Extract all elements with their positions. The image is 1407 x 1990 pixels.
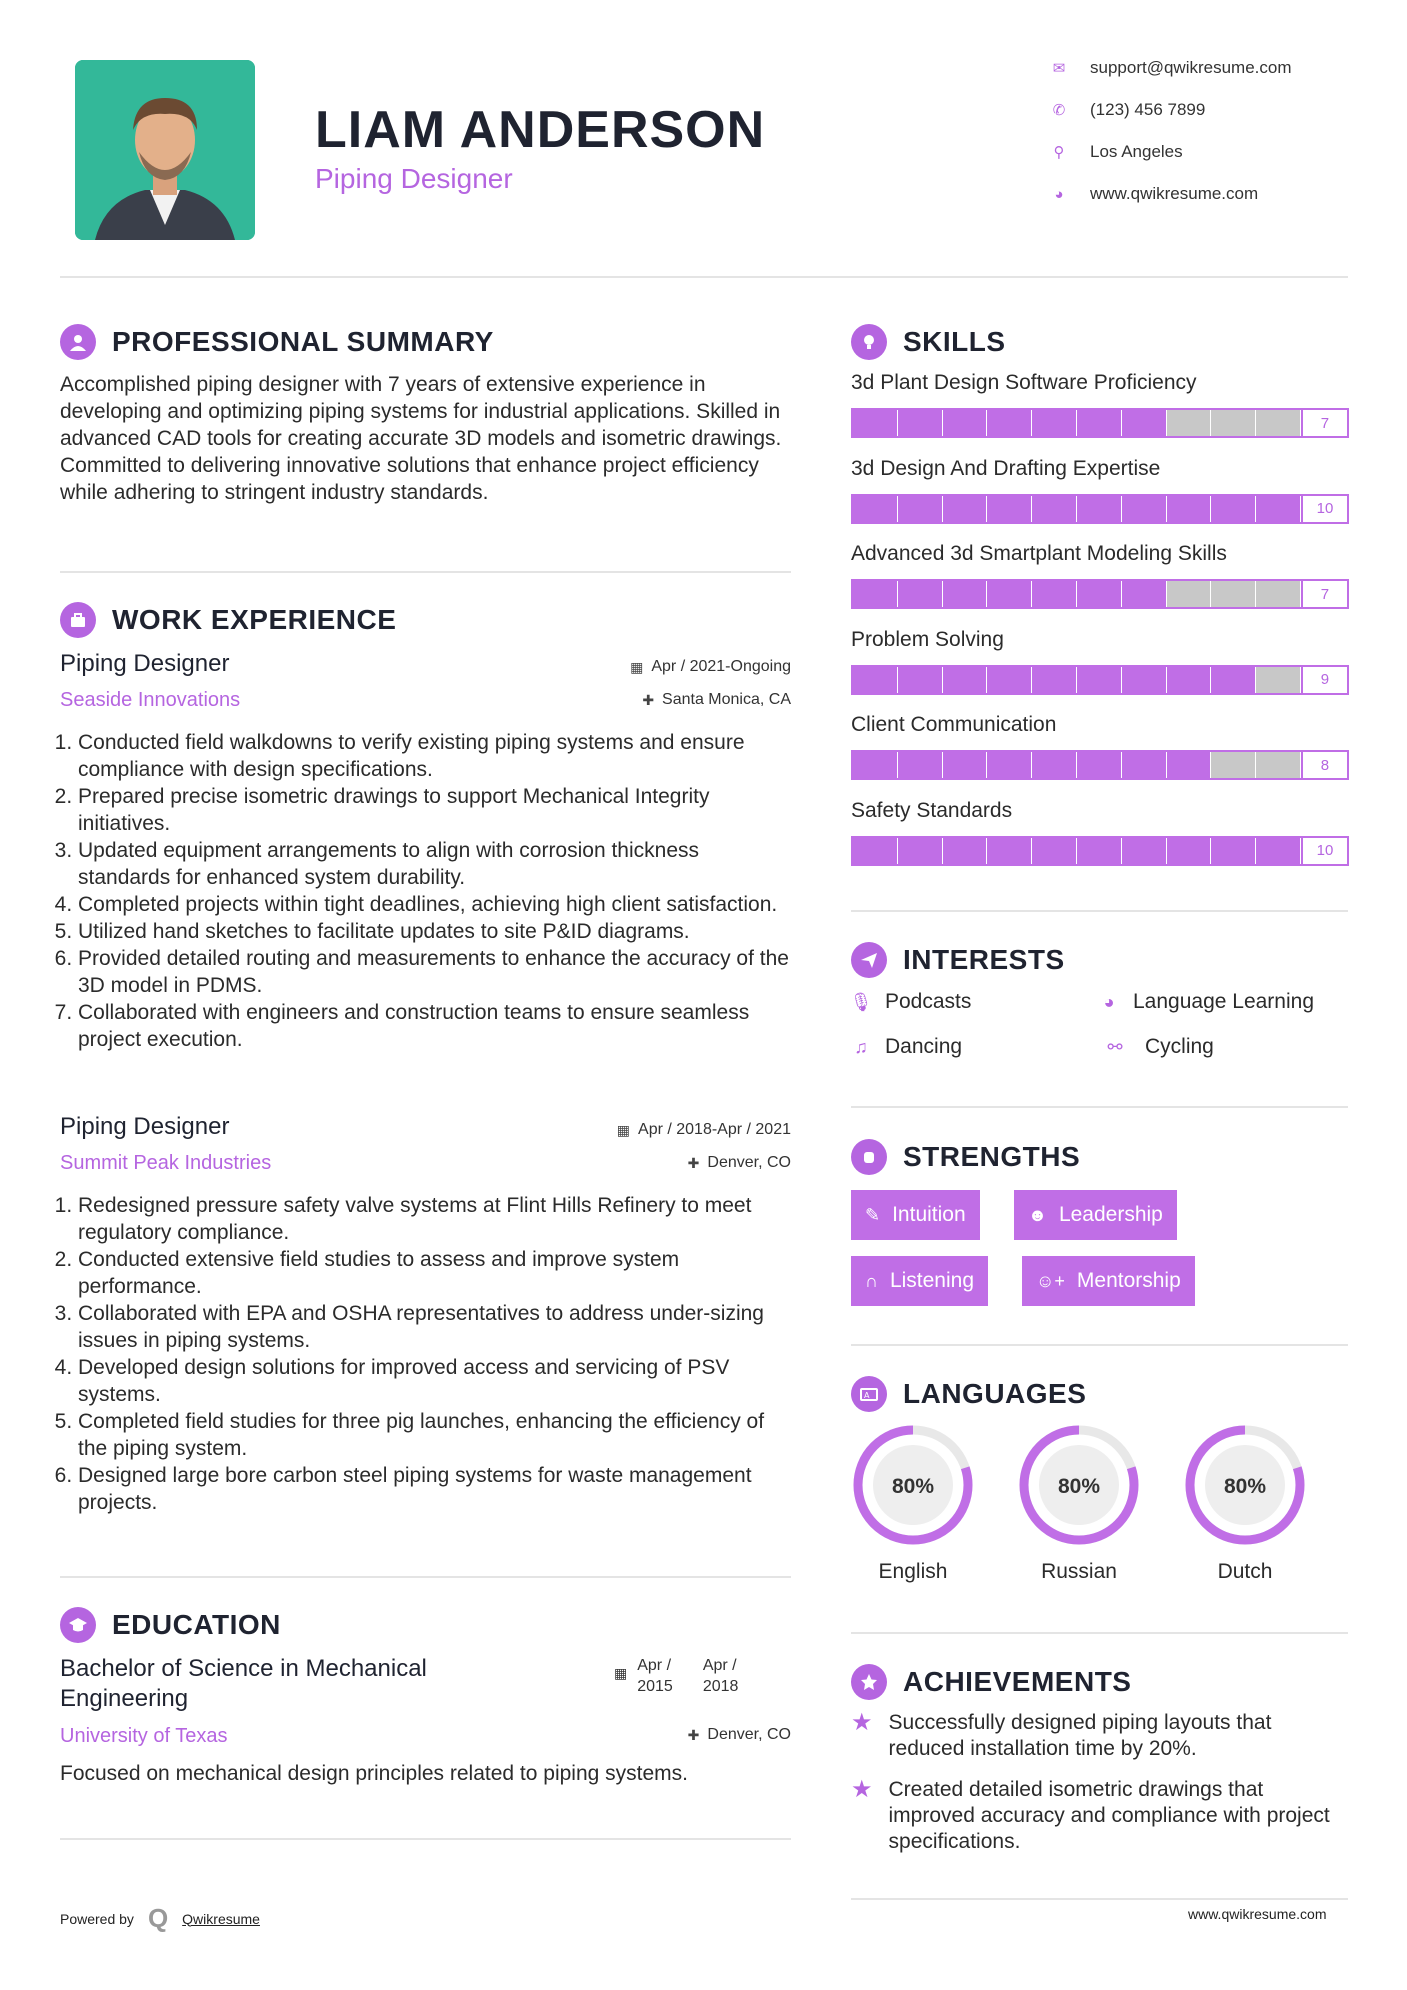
skill-bar-segment <box>1077 410 1122 436</box>
footer-powered-by: Powered by Q Qwikresume <box>60 1903 260 1933</box>
headphones-icon: ∩ <box>865 1270 878 1291</box>
job-company: Summit Peak Industries <box>60 1152 272 1174</box>
interests-heading: INTERESTS <box>851 942 1065 978</box>
star-badge-icon <box>851 1664 887 1700</box>
skill-bar-segment <box>943 581 988 607</box>
list-item: 4. Completed projects within tight deadlines, achieving high client satisfaction. <box>78 891 795 918</box>
skill-bar-segment <box>943 752 988 778</box>
skill-bar-segment <box>1211 496 1256 522</box>
skill-bar-segment <box>1077 838 1122 864</box>
phone-icon: ✆ <box>1052 102 1066 119</box>
pin-icon: ✚ <box>642 691 655 708</box>
skill-bar-segment <box>943 410 988 436</box>
skill-name: 3d Design And Drafting Expertise <box>851 456 1161 480</box>
skill-bar <box>851 750 1349 780</box>
skill-bar-segment <box>1256 838 1301 864</box>
fist-icon <box>851 1139 887 1175</box>
language-name: Russian <box>1041 1560 1117 1583</box>
skill-bar-segment <box>853 496 898 522</box>
languages-divider <box>851 1632 1348 1634</box>
skill-bar-segment <box>1167 410 1212 436</box>
education-text: Focused on mechanical design principles related to piping systems. <box>60 1762 689 1785</box>
strength-chip-mentorship: ☺+ Mentorship <box>1022 1256 1195 1306</box>
user-icon <box>60 324 96 360</box>
job-company: Seaside Innovations <box>60 689 241 711</box>
achievement-item: ★ Created detailed isometric drawings that improved accuracy and compliance with project specifications. <box>851 1776 1330 1853</box>
microphone-icon: 🎙︎ <box>849 991 873 1012</box>
skill-bar-segment <box>853 838 898 864</box>
footer-site-link[interactable]: www.qwikresume.com <box>1188 1906 1327 1922</box>
skill-level: 8 <box>1301 750 1349 780</box>
location-icon: ⚲ <box>1053 144 1065 161</box>
skill-bar-segment <box>1122 667 1167 693</box>
strength-chip-intuition: ✎ Intuition <box>851 1190 980 1240</box>
skill-bar-segment <box>1256 667 1301 693</box>
skill-bar <box>851 665 1349 695</box>
skill-bar-segment <box>898 838 943 864</box>
skill-bar-segment <box>1122 581 1167 607</box>
skill-name: Client Communication <box>851 713 1057 736</box>
skill-level: 9 <box>1301 665 1349 695</box>
skill-bar-segment <box>943 838 988 864</box>
education-school: University of Texas <box>60 1725 228 1747</box>
language-percent: 80% <box>1223 1475 1267 1498</box>
bicycle-icon: ⚯ <box>1107 1036 1123 1057</box>
experience-divider <box>60 1576 791 1578</box>
skill-bar-segment <box>853 410 898 436</box>
skill-bar-segment <box>987 496 1032 522</box>
skill-bar <box>851 494 1349 524</box>
education-heading: EDUCATION <box>60 1607 281 1643</box>
languages-heading: A LANGUAGES <box>851 1376 1086 1412</box>
header-divider <box>60 276 1348 278</box>
candidate-title: Piping Designer <box>315 163 513 194</box>
education-degree: Bachelor of Science in Mechanical Engineering <box>60 1655 427 1712</box>
calendar-icon: ▦ <box>614 1665 628 1681</box>
users-icon: ☻ <box>1028 1204 1047 1225</box>
skill-bar-segment <box>1032 581 1077 607</box>
skill-bar-segment <box>943 496 988 522</box>
skill-bar-segment <box>1211 667 1256 693</box>
skill-bar-segment <box>1256 581 1301 607</box>
skills-heading: SKILLS <box>851 324 1006 360</box>
skill-bar-segment <box>1032 752 1077 778</box>
qwikresume-logo-icon: Q <box>147 1903 169 1933</box>
list-item: 7. Collaborated with engineers and construction teams to ensure seamless project execution. <box>78 999 795 1053</box>
star-icon: ★ <box>851 1709 873 1736</box>
skill-bar-segment <box>1077 752 1122 778</box>
skill-bar-segment <box>898 496 943 522</box>
list-item: 2. Prepared precise isometric drawings to support Mechanical Integrity initiatives. <box>78 783 795 837</box>
globe-icon: ◕ <box>1054 185 1064 203</box>
job-location: ✚ Denver, CO <box>687 1154 791 1171</box>
skill-level: 7 <box>1301 579 1349 609</box>
skill-name: Safety Standards <box>851 798 1013 822</box>
experience-heading: WORK EXPERIENCE <box>60 602 396 638</box>
language-ring <box>1017 1423 1141 1547</box>
list-item: 6. Provided detailed routing and measurements to enhance the accuracy of the 3D model in PDMS. <box>78 945 795 999</box>
skill-bar-segment <box>1211 752 1256 778</box>
strengths-heading: STRENGTHS <box>851 1139 1080 1175</box>
list-item: 4. Developed design solutions for improved access and servicing of PSV systems. <box>78 1354 795 1408</box>
skill-bar-segment <box>1167 581 1212 607</box>
skill-bar-segment <box>1211 838 1256 864</box>
calendar-icon: ▦ <box>616 1121 631 1138</box>
skill-bar-segment <box>1032 838 1077 864</box>
profile-photo <box>75 60 255 240</box>
skill-name: Advanced 3d Smartplant Modeling Skills <box>851 542 1227 565</box>
job-duties <box>60 1192 795 1516</box>
interest-dancing: ♫ Dancing <box>851 1035 962 1059</box>
skill-bar-segment <box>1032 410 1077 436</box>
footer-brand-link[interactable]: Qwikresume <box>182 1910 260 1927</box>
job-duties <box>60 729 795 1053</box>
strengths-divider <box>851 1344 1348 1346</box>
interest-podcasts: 🎙︎ Podcasts <box>849 990 972 1013</box>
skill-bar-segment <box>853 752 898 778</box>
globe-icon: ◕ <box>1103 991 1115 1012</box>
candidate-name: LIAM ANDERSON <box>315 101 766 159</box>
strength-chip-leadership: ☻ Leadership <box>1014 1190 1177 1240</box>
language-ring <box>851 1423 975 1547</box>
skill-bar-segment <box>1167 496 1212 522</box>
skill-bar-segment <box>987 667 1032 693</box>
skill-bar-segment <box>987 581 1032 607</box>
skill-bar-segment <box>1122 410 1167 436</box>
skill-bar-segment <box>898 667 943 693</box>
skill-name: 3d Plant Design Software Proficiency <box>851 371 1197 394</box>
list-item: 2. Conducted extensive field studies to assess and improve system performance. <box>78 1246 795 1300</box>
skill-bar-segment <box>1122 838 1167 864</box>
skill-bar-segment <box>987 838 1032 864</box>
strength-chip-listening: ∩ Listening <box>851 1256 988 1306</box>
language-icon <box>851 1376 887 1412</box>
skill-level: 10 <box>1301 494 1349 524</box>
skill-bar-segment <box>1122 496 1167 522</box>
list-item: 5. Completed field studies for three pig launches, enhancing the efficiency of the piping system. <box>78 1408 795 1462</box>
job-dates: ▦ Apr / 2021-Ongoing <box>630 658 791 675</box>
skill-bar-segment <box>1167 667 1212 693</box>
education-location: ✚ Denver, CO <box>687 1726 791 1743</box>
skills-divider <box>851 910 1348 912</box>
skill-bar <box>851 408 1349 438</box>
achievements-divider <box>851 1898 1348 1900</box>
job-location: ✚ Santa Monica, CA <box>642 691 791 708</box>
interest-cycling: ⚯ Cycling <box>1099 1035 1214 1059</box>
list-item: 6. Designed large bore carbon steel piping systems for waste management projects. <box>78 1462 795 1516</box>
skill-bar-segment <box>987 410 1032 436</box>
skill-bar-segment <box>1077 581 1122 607</box>
svg-text:A: A <box>864 1391 870 1400</box>
skill-bar <box>851 836 1349 866</box>
graduation-icon <box>60 1607 96 1643</box>
summary-heading: PROFESSIONAL SUMMARY <box>60 324 494 360</box>
skill-bar-segment <box>1256 496 1301 522</box>
skill-bar-segment <box>1032 496 1077 522</box>
skill-bar-segment <box>853 581 898 607</box>
skill-bar-segment <box>1032 667 1077 693</box>
summary-divider <box>60 571 791 573</box>
skill-name: Problem Solving <box>851 627 1004 651</box>
list-item: 5. Utilized hand sketches to facilitate updates to site P&ID diagrams. <box>78 918 795 945</box>
job-dates: ▦ Apr / 2018-Apr / 2021 <box>616 1121 791 1138</box>
achievements-heading: ACHIEVEMENTS <box>851 1664 1131 1700</box>
skill-level: 7 <box>1301 408 1349 438</box>
pin-icon: ✚ <box>687 1726 700 1743</box>
paper-plane-icon <box>851 942 887 978</box>
language-name: Dutch <box>1217 1560 1273 1583</box>
user-plus-icon: ☺+ <box>1036 1270 1065 1291</box>
language-name: English <box>878 1560 948 1583</box>
interest-language-learning: ◕ Language Learning <box>1099 990 1314 1014</box>
skill-bar <box>851 579 1349 609</box>
contact-email[interactable]: ✉ support@qwikresume.com <box>1050 58 1292 78</box>
wand-icon: ✎ <box>865 1204 881 1225</box>
interests-divider <box>851 1106 1348 1108</box>
list-item: 1. Redesigned pressure safety valve systems at Flint Hills Refinery to meet regulatory compliance. <box>78 1192 795 1246</box>
language-ring <box>1183 1423 1307 1547</box>
job-role: Piping Designer <box>60 1113 230 1140</box>
list-item: 3. Updated equipment arrangements to align with corrosion thickness standards for enhanced system durability. <box>78 837 795 891</box>
summary-text: Accomplished piping designer with 7 years of extensive experience in developing and optimizing piping systems for industrial applications. Skilled in advanced CAD tools for creating accurate 3D models and isometric drawings. Committed to delivering innovative solutions that enhance project efficiency while adhering to stringent industry standards. <box>60 373 782 504</box>
star-icon: ★ <box>851 1776 873 1803</box>
contact-phone[interactable]: ✆ (123) 456 7899 <box>1050 100 1205 120</box>
list-item: 1. Conducted field walkdowns to verify existing piping systems and ensure compliance with design specifications. <box>78 729 795 783</box>
skill-bar-segment <box>1256 410 1301 436</box>
pin-icon: ✚ <box>687 1154 700 1171</box>
skill-bar-segment <box>987 752 1032 778</box>
contact-website[interactable]: ◕ www.qwikresume.com <box>1050 184 1258 204</box>
skill-bar-segment <box>898 752 943 778</box>
calendar-icon: ▦ <box>630 658 644 675</box>
skill-level: 10 <box>1301 836 1349 866</box>
education-dates: ▦ Apr / 2015 Apr / 2018 <box>614 1657 739 1695</box>
skill-bar-segment <box>1167 752 1212 778</box>
job-role: Piping Designer <box>60 650 230 677</box>
skill-bar-segment <box>1167 838 1212 864</box>
contact-location: ⚲ Los Angeles <box>1050 142 1183 162</box>
list-item: 3. Collaborated with EPA and OSHA representatives to address under-sizing issues in piping systems. <box>78 1300 795 1354</box>
lightbulb-icon <box>851 324 887 360</box>
language-percent: 80% <box>891 1475 935 1498</box>
mail-icon: ✉ <box>1052 60 1066 77</box>
briefcase-icon <box>60 602 96 638</box>
skill-bar-segment <box>1077 496 1122 522</box>
skill-bar-segment <box>898 581 943 607</box>
skill-bar-segment <box>943 667 988 693</box>
music-icon: ♫ <box>854 1036 868 1057</box>
skill-bar-segment <box>898 410 943 436</box>
skill-bar-segment <box>1122 752 1167 778</box>
skill-bar-segment <box>1256 752 1301 778</box>
language-percent: 80% <box>1057 1475 1101 1498</box>
skill-bar-segment <box>1211 581 1256 607</box>
skill-bar-segment <box>1077 667 1122 693</box>
skill-bar-segment <box>853 667 898 693</box>
education-divider <box>60 1838 791 1840</box>
achievement-item: ★ Successfully designed piping layouts that reduced installation time by 20%. <box>851 1709 1272 1760</box>
skill-bar-segment <box>1211 410 1256 436</box>
